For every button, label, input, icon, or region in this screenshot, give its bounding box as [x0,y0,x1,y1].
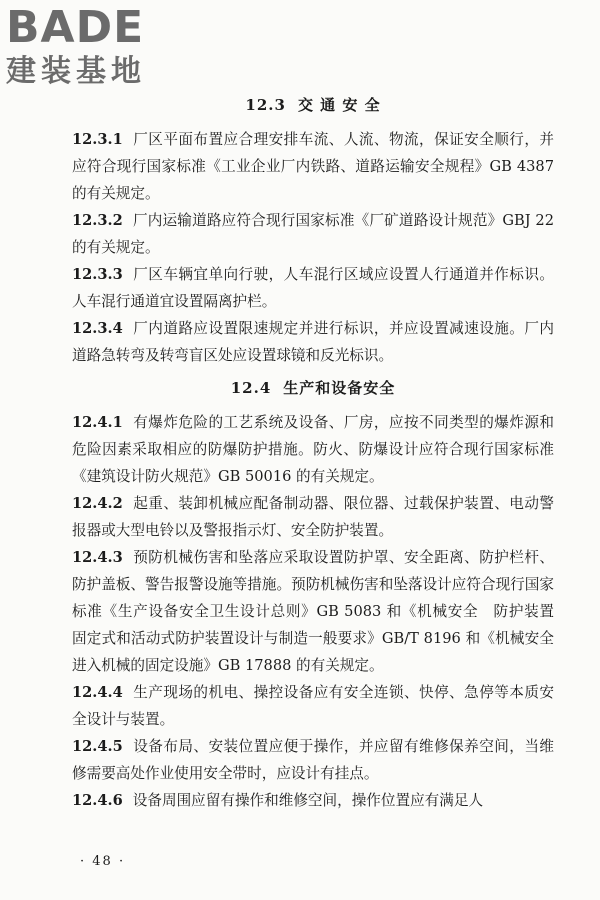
clause-number: 12.4.6 [72,792,123,809]
logo-wordmark: BADE [6,2,145,53]
clause [72,126,554,207]
clause [72,315,554,369]
clause-number: 12.4.5 [72,738,123,755]
clause-text: 厂区车辆宜单向行驶，人车混行区域应设置人行通道并作标识。人车混行通道宜设置隔离护栏。 [72,266,554,310]
clause-text: 厂区平面布置应合理安排车流、人流、物流，保证安全顺行，并应符合现行国家标准《工业企业厂内铁路、道路运输安全规程》GB 4387 的有关规定。 [72,131,554,202]
clause-text: 起重、装卸机械应配备制动器、限位器、过载保护装置、电动警报器或大型电铃以及警报指示灯、安全防护装置。 [72,495,554,539]
clause-number: 12.3.2 [72,212,123,229]
page-number: · 48 · [80,854,126,869]
clause-text: 有爆炸危险的工艺系统及设备、厂房，应按不同类型的爆炸源和危险因素采取相应的防爆防护措施。防火、防爆设计应符合现行国家标准《建筑设计防火规范》GB 50016 的有关规定。 [72,414,554,485]
logo [6,4,178,90]
clause-text: 设备布局、安装位置应便于操作，并应留有维修保养空间，当维修需要高处作业使用安全带时，应设计有挂点。 [72,738,554,782]
clause-number: 12.4.1 [72,414,123,431]
clause-number: 12.4.2 [72,495,123,512]
document-body [72,86,569,814]
clause-number: 12.3.3 [72,266,123,283]
clause-number: 12.3.4 [72,320,123,337]
section-title [72,373,554,403]
section-number: 12.3 [245,96,286,114]
clause-text: 厂内运输道路应符合现行国家标准《厂矿道路设计规范》GBJ 22 的有关规定。 [72,212,554,256]
logo-subtitle: 建装基地 [6,54,146,89]
clause-number: 12.3.1 [72,131,123,148]
section-number: 12.4 [230,379,272,397]
clause-text: 生产现场的机电、操控设备应有安全连锁、快停、急停等本质安全设计与装置。 [72,684,554,728]
clause [72,207,554,261]
clause [72,409,554,490]
clause [72,261,554,315]
clause [72,787,554,814]
clause-number: 12.4.3 [72,549,123,566]
clause [72,544,569,679]
clause-text: 设备周围应留有操作和维修空间，操作位置应有满足人 [132,792,484,809]
clause-text: 预防机械伤害和坠落应采取设置防护罩、安全距离、防护栏杆、防护盖板、警告报警设施等措施。预防机械伤害和坠落设计应符合现行国家标准《生产设备安全卫生设计总则》GB 5083 和《机械安全 防护装置 固定式和活动式防护装置设计与制造一般要求》GB/T 8196 和《机械安全 进入机械的固定设施》GB 17888 的有关规定。 [72,549,569,674]
clause-text: 厂内道路应设置限速规定并进行标识，并应设置减速设施。厂内道路急转弯及转弯盲区处应设置球镜和反光标识。 [72,320,554,364]
clause [72,490,554,544]
section-title [72,90,554,120]
clause-number: 12.4.4 [72,684,123,701]
section-heading: 生产和设备安全 [283,379,396,397]
section-heading: 交 通 安 全 [297,96,381,114]
clause [72,733,554,787]
clause [72,679,554,733]
